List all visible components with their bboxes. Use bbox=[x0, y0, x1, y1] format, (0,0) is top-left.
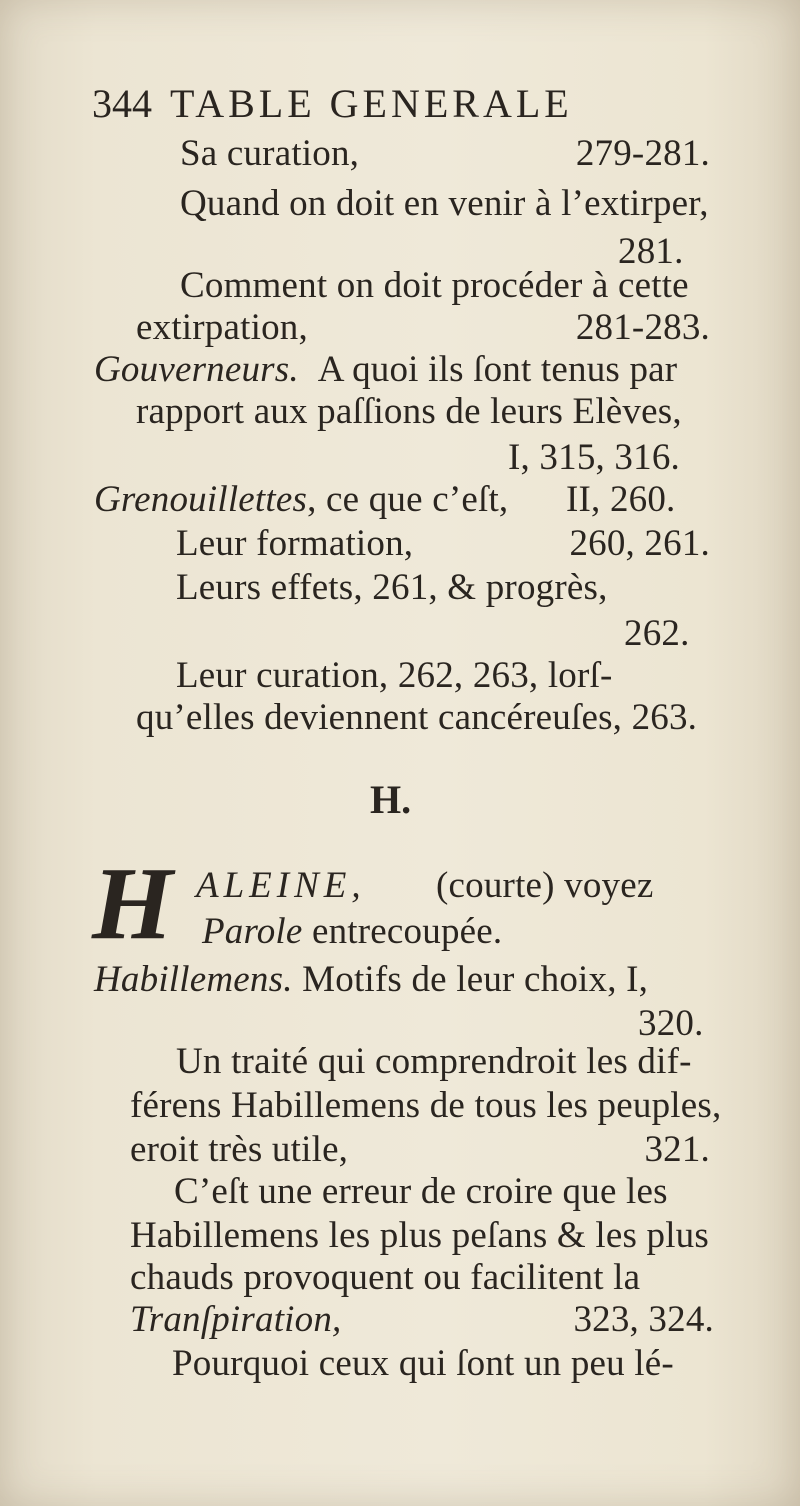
index-line bbox=[180, 132, 710, 176]
entry-text: Leur curation, 262, 263, lorſ- bbox=[176, 655, 613, 696]
entry-text: férens Habillemens de tous les peuples, bbox=[130, 1085, 722, 1126]
page-number: 344 bbox=[92, 81, 152, 126]
index-line bbox=[176, 522, 710, 566]
entry-headword: Habillemens. bbox=[94, 959, 293, 1000]
index-line bbox=[566, 478, 676, 522]
entry-text: Pourquoi ceux qui ſont un peu lé- bbox=[172, 1343, 674, 1384]
index-line bbox=[180, 264, 689, 308]
index-line bbox=[196, 864, 366, 908]
page-title: TABLE GENERALE bbox=[170, 81, 573, 126]
section-letter: H. bbox=[370, 777, 412, 822]
entry-ref: 281-283. bbox=[575, 307, 710, 348]
index-line bbox=[136, 696, 697, 740]
entry-ref: I, 315, 316. bbox=[508, 437, 680, 478]
entry-text: Leur formation, bbox=[176, 523, 414, 564]
index-line bbox=[94, 958, 648, 1002]
entry-text: chauds provoquent ou facilitent la bbox=[130, 1257, 641, 1298]
entry-text: extirpation, bbox=[136, 307, 308, 348]
index-line bbox=[136, 390, 682, 434]
entry-text: C’eſt une erreur de croire que les bbox=[174, 1171, 668, 1212]
index-line bbox=[202, 910, 502, 954]
entry-text: Quand on doit en venir à l’extirper, bbox=[180, 183, 709, 224]
index-line bbox=[436, 864, 653, 908]
entry-text: Leurs effets, 261, & progrès, bbox=[176, 567, 608, 608]
index-line bbox=[176, 654, 613, 698]
entry-headword: Parole bbox=[202, 911, 303, 952]
index-line bbox=[508, 436, 680, 480]
index-line bbox=[180, 182, 709, 226]
index-line bbox=[130, 1298, 714, 1342]
index-line bbox=[176, 1040, 692, 1084]
drop-cap: H bbox=[92, 846, 173, 961]
index-line bbox=[130, 1128, 710, 1172]
entry-ref: 321. bbox=[644, 1129, 710, 1170]
entry-headword: Grenouillettes bbox=[94, 479, 308, 520]
index-line bbox=[176, 566, 608, 610]
entry-headword: Gouverneurs. bbox=[94, 349, 299, 390]
index-line bbox=[94, 348, 677, 392]
entry-text: Comment on doit procéder à cette bbox=[180, 265, 689, 306]
entry-text: entrecoupée. bbox=[311, 911, 503, 952]
entry-text: Motifs de leur choix, I, bbox=[302, 959, 649, 1000]
index-line bbox=[624, 612, 690, 656]
index-line bbox=[174, 1170, 668, 1214]
entry-ref: 260, 261. bbox=[569, 523, 710, 564]
index-line bbox=[130, 1256, 640, 1300]
entry-text: qu’elles deviennent cancéreuſes, 263. bbox=[136, 697, 698, 738]
running-header bbox=[92, 80, 573, 127]
entry-text: Un traité qui comprendroit les dif- bbox=[176, 1041, 692, 1082]
entry-ref: 320. bbox=[638, 1003, 704, 1044]
entry-text: Habillemens les plus peſans & les plus bbox=[130, 1215, 709, 1256]
entry-text: (courte) voyez bbox=[436, 865, 654, 906]
entry-headword: ALEINE, bbox=[196, 865, 366, 906]
entry-text: eroit très utile, bbox=[130, 1129, 349, 1170]
index-line bbox=[172, 1342, 674, 1386]
entry-text: A quoi ils ſont tenus par bbox=[317, 349, 678, 390]
entry-text: Sa curation, bbox=[180, 133, 360, 174]
entry-headword: Tranſpiration, bbox=[130, 1299, 342, 1340]
entry-ref: 323, 324. bbox=[573, 1299, 714, 1340]
index-line bbox=[136, 306, 710, 350]
index-line bbox=[130, 1084, 721, 1128]
entry-ref: II, 260. bbox=[566, 479, 676, 520]
index-line bbox=[94, 478, 508, 522]
entry-ref: 279-281. bbox=[575, 133, 710, 174]
entry-ref: 281. bbox=[618, 231, 684, 272]
entry-text: rapport aux paſſions de leurs Elèves, bbox=[136, 391, 682, 432]
entry-text: , ce que c’eſt, bbox=[307, 479, 509, 520]
index-line bbox=[130, 1214, 709, 1258]
entry-ref: 262. bbox=[624, 613, 690, 654]
